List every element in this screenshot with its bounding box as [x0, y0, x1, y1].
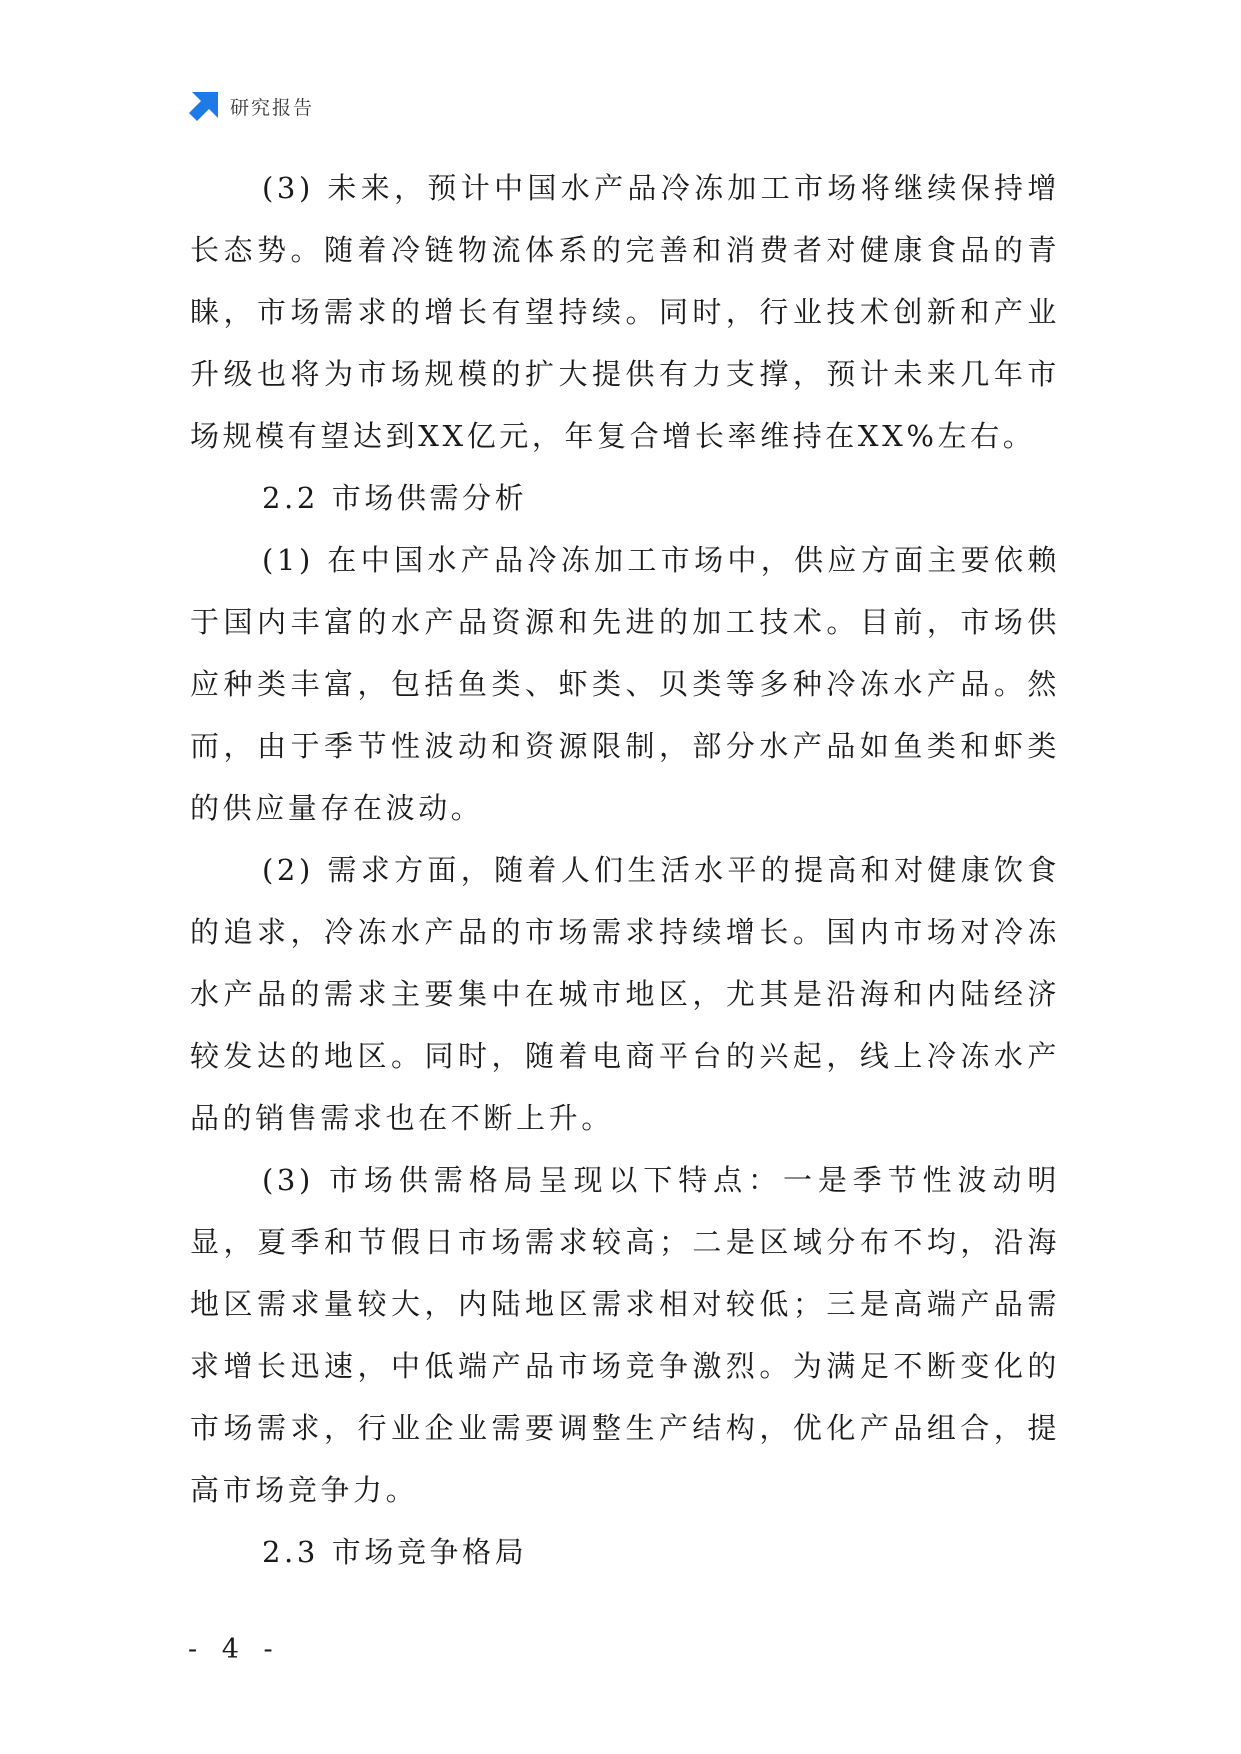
page-number: - 4 -	[188, 1634, 281, 1665]
paragraph-demand: (2) 需求方面，随着人们生活水平的提高和对健康饮食的追求，冷冻水产品的市场需求持续增长。国内市场对冷冻水产品的需求主要集中在城市地区，尤其是沿海和内陆经济较发达的地区。同时，随着电商平台的兴起，线上冷冻水产品的销售需求也在不断上升。	[190, 853, 1060, 1135]
header-title: 研究报告	[230, 96, 315, 119]
section-heading-2-3: 2.3 市场竞争格局	[262, 1535, 528, 1569]
paragraph-supply-demand-pattern: (3) 市场供需格局呈现以下特点：一是季节性波动明显，夏季和节假日市场需求较高；二是区域分布不均，沿海地区需求量较大，内陆地区需求相对较低；三是高端产品需求增长迅速，中低端产品市场竞争激烈。为满足不断变化的市场需求，行业企业需要调整生产结构，优化产品组合，提高市场竞争力。	[190, 1163, 1060, 1507]
diagonal-arrow-logo-icon	[188, 90, 220, 122]
document-body	[190, 157, 1060, 1583]
section-heading-2-2: 2.2 市场供需分析	[262, 481, 528, 515]
page-header	[188, 88, 314, 124]
paragraph-market-outlook: (3) 未来，预计中国水产品冷冻加工市场将继续保持增长态势。随着冷链物流体系的完善和消费者对健康食品的青睐，市场需求的增长有望持续。同时，行业技术创新和产业升级也将为市场规模的扩大提供有力支撑，预计未来几年市场规模有望达到XX亿元，年复合增长率维持在XX%左右。	[190, 171, 1060, 453]
paragraph-supply: (1) 在中国水产品冷冻加工市场中，供应方面主要依赖于国内丰富的水产品资源和先进的加工技术。目前，市场供应种类丰富，包括鱼类、虾类、贝类等多种冷冻水产品。然而，由于季节性波动和资源限制，部分水产品如鱼类和虾类的供应量存在波动。	[190, 543, 1060, 825]
